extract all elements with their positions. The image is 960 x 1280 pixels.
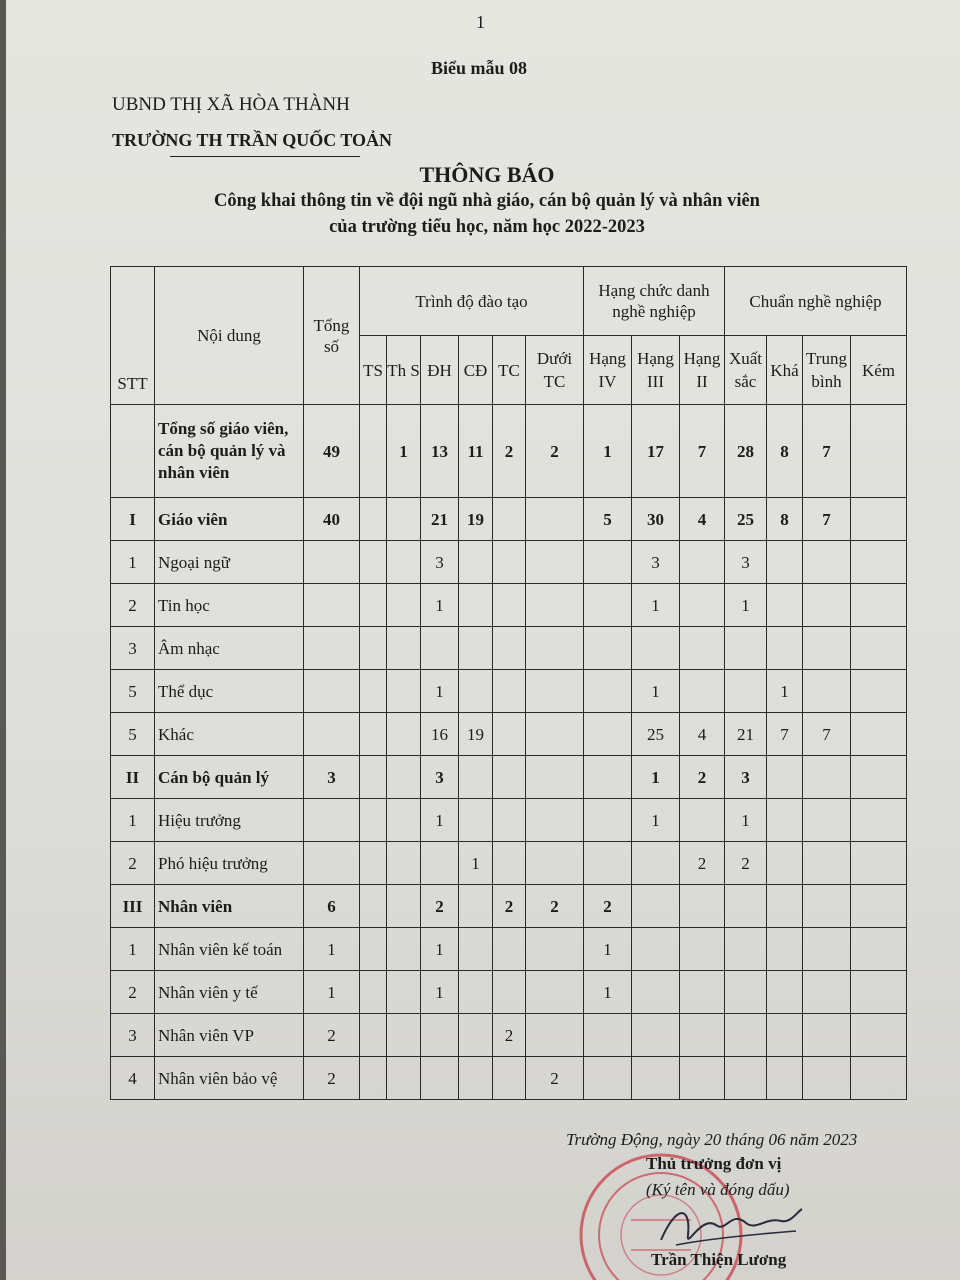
cell-ths (387, 627, 421, 670)
cell-kha (767, 1014, 803, 1057)
cell-hang-iii: 17 (632, 405, 680, 498)
cell-xuat-sac: 28 (725, 405, 767, 498)
cell-kha (767, 928, 803, 971)
cell-tc: 2 (493, 1014, 526, 1057)
cell-trung-binh (803, 584, 851, 627)
cell-tc (493, 498, 526, 541)
cell-cd (459, 1057, 493, 1100)
cell-tc (493, 756, 526, 799)
signer-note: (Ký tên và đóng dấu) (646, 1180, 790, 1199)
cell-ths (387, 756, 421, 799)
cell-kha (767, 885, 803, 928)
cell-hang-ii (680, 584, 725, 627)
cell-total (304, 842, 360, 885)
cell-content: Ngoại ngữ (155, 541, 304, 584)
cell-hang-ii (680, 971, 725, 1014)
document-subtitle-line1: Công khai thông tin về đội ngũ nhà giáo, cán bộ quản lý và nhân viên (214, 191, 760, 211)
cell-hang-ii (680, 1057, 725, 1100)
cell-ths (387, 584, 421, 627)
cell-hang-ii (680, 670, 725, 713)
cell-hang-iii: 30 (632, 498, 680, 541)
cell-total (304, 670, 360, 713)
cell-xuat-sac (725, 1014, 767, 1057)
cell-hang-iv (584, 1014, 632, 1057)
cell-cd (459, 756, 493, 799)
subheader-ts: TS (360, 336, 387, 405)
cell-hang-iv (584, 756, 632, 799)
cell-xuat-sac (725, 971, 767, 1014)
cell-trung-binh (803, 670, 851, 713)
cell-xuat-sac: 1 (725, 584, 767, 627)
cell-trung-binh (803, 1014, 851, 1057)
cell-kha (767, 1057, 803, 1100)
document-sheet (6, 0, 960, 1280)
cell-content: Phó hiệu trưởng (155, 842, 304, 885)
signer-title: Thủ trưởng đơn vị (646, 1154, 782, 1173)
subheader-kha: Khá (767, 336, 803, 405)
cell-cd (459, 799, 493, 842)
cell-hang-iii (632, 842, 680, 885)
cell-ts (360, 541, 387, 584)
table-row (111, 1014, 907, 1057)
cell-kem (851, 928, 907, 971)
cell-dh: 21 (421, 498, 459, 541)
cell-content: Nhân viên kế toán (155, 928, 304, 971)
cell-xuat-sac: 1 (725, 799, 767, 842)
signature (656, 1195, 806, 1255)
table-row (111, 756, 907, 799)
cell-kha (767, 842, 803, 885)
cell-dh (421, 1014, 459, 1057)
cell-hang-ii (680, 885, 725, 928)
cell-kem (851, 627, 907, 670)
cell-hang-iv: 2 (584, 885, 632, 928)
cell-ts (360, 799, 387, 842)
subheader-xuat-sac: Xuất sắc (725, 336, 767, 405)
cell-ths (387, 1057, 421, 1100)
cell-kem (851, 756, 907, 799)
cell-trung-binh (803, 1057, 851, 1100)
cell-cd (459, 584, 493, 627)
cell-hang-iv (584, 713, 632, 756)
cell-duoi-tc (526, 627, 584, 670)
cell-ts (360, 713, 387, 756)
cell-kha: 1 (767, 670, 803, 713)
cell-hang-iii: 1 (632, 756, 680, 799)
cell-duoi-tc: 2 (526, 405, 584, 498)
cell-dh: 3 (421, 756, 459, 799)
cell-hang-iii (632, 971, 680, 1014)
cell-ts (360, 971, 387, 1014)
cell-dh: 1 (421, 971, 459, 1014)
cell-duoi-tc (526, 928, 584, 971)
cell-tc (493, 541, 526, 584)
cell-kem (851, 799, 907, 842)
cell-ts (360, 842, 387, 885)
cell-trung-binh: 7 (803, 713, 851, 756)
cell-kha (767, 627, 803, 670)
table-row (111, 713, 907, 756)
cell-total: 6 (304, 885, 360, 928)
cell-content: Thể dục (155, 670, 304, 713)
cell-duoi-tc (526, 1014, 584, 1057)
subheader-trung-binh: Trung bình (803, 336, 851, 405)
cell-total (304, 799, 360, 842)
cell-xuat-sac: 21 (725, 713, 767, 756)
cell-tc (493, 1057, 526, 1100)
cell-kem (851, 405, 907, 498)
cell-stt: 1 (111, 799, 155, 842)
cell-kha (767, 756, 803, 799)
table-row (111, 584, 907, 627)
table-row (111, 627, 907, 670)
cell-hang-iv: 1 (584, 971, 632, 1014)
cell-content: Cán bộ quản lý (155, 756, 304, 799)
cell-hang-ii: 4 (680, 713, 725, 756)
subheader-dh: ĐH (421, 336, 459, 405)
cell-ths (387, 670, 421, 713)
cell-kem (851, 584, 907, 627)
cell-ts (360, 885, 387, 928)
cell-stt: III (111, 885, 155, 928)
cell-duoi-tc (526, 971, 584, 1014)
cell-xuat-sac (725, 885, 767, 928)
cell-total: 1 (304, 928, 360, 971)
cell-xuat-sac (725, 928, 767, 971)
cell-ts (360, 405, 387, 498)
header-content: Nội dung (155, 267, 304, 405)
cell-cd (459, 885, 493, 928)
cell-hang-iii: 25 (632, 713, 680, 756)
place-date: Trường Động, ngày 20 tháng 06 năm 2023 (566, 1130, 858, 1149)
cell-content: Nhân viên VP (155, 1014, 304, 1057)
cell-stt: 2 (111, 842, 155, 885)
cell-hang-ii (680, 799, 725, 842)
cell-cd: 1 (459, 842, 493, 885)
staff-table-body (111, 405, 907, 1100)
cell-ts (360, 1057, 387, 1100)
cell-ths (387, 1014, 421, 1057)
cell-ts (360, 498, 387, 541)
cell-kha (767, 971, 803, 1014)
cell-tc (493, 584, 526, 627)
cell-total: 1 (304, 971, 360, 1014)
cell-hang-ii: 2 (680, 756, 725, 799)
cell-xuat-sac (725, 670, 767, 713)
cell-dh: 1 (421, 928, 459, 971)
cell-kha (767, 541, 803, 584)
cell-hang-ii: 7 (680, 405, 725, 498)
cell-kem (851, 971, 907, 1014)
cell-tc (493, 799, 526, 842)
cell-hang-iv: 1 (584, 928, 632, 971)
title-block (112, 162, 862, 240)
cell-stt: II (111, 756, 155, 799)
cell-trung-binh: 7 (803, 405, 851, 498)
cell-cd (459, 541, 493, 584)
table-row (111, 670, 907, 713)
header-stt: STT (111, 267, 155, 405)
cell-tc (493, 627, 526, 670)
table-row (111, 1057, 907, 1100)
cell-total: 3 (304, 756, 360, 799)
page-number: 1 (476, 12, 485, 32)
cell-content: Khác (155, 713, 304, 756)
cell-ths (387, 498, 421, 541)
cell-trung-binh (803, 756, 851, 799)
cell-trung-binh (803, 971, 851, 1014)
cell-kha: 8 (767, 405, 803, 498)
cell-hang-ii: 2 (680, 842, 725, 885)
cell-cd: 11 (459, 405, 493, 498)
staff-table (110, 266, 907, 1100)
cell-duoi-tc (526, 541, 584, 584)
cell-total (304, 541, 360, 584)
cell-dh (421, 1057, 459, 1100)
cell-kha: 7 (767, 713, 803, 756)
cell-tc (493, 713, 526, 756)
cell-kem (851, 842, 907, 885)
cell-hang-ii (680, 1014, 725, 1057)
cell-hang-iii (632, 1057, 680, 1100)
cell-stt: 4 (111, 1057, 155, 1100)
cell-stt: 5 (111, 670, 155, 713)
subheader-ths: Th S (387, 336, 421, 405)
cell-trung-binh (803, 799, 851, 842)
cell-ths: 1 (387, 405, 421, 498)
cell-tc (493, 670, 526, 713)
cell-duoi-tc (526, 842, 584, 885)
cell-stt: 1 (111, 928, 155, 971)
table-row (111, 842, 907, 885)
cell-kem (851, 541, 907, 584)
cell-dh: 1 (421, 799, 459, 842)
subheader-hang-ii: Hạng II (680, 336, 725, 405)
document-subtitle-line2: của trường tiểu học, năm học 2022-2023 (329, 217, 645, 237)
cell-ths (387, 842, 421, 885)
cell-dh: 1 (421, 584, 459, 627)
cell-stt: 3 (111, 627, 155, 670)
cell-tc (493, 928, 526, 971)
table-row (111, 928, 907, 971)
cell-content: Hiệu trưởng (155, 799, 304, 842)
cell-hang-iii (632, 928, 680, 971)
cell-cd (459, 627, 493, 670)
cell-xuat-sac: 2 (725, 842, 767, 885)
cell-hang-iv (584, 1057, 632, 1100)
cell-hang-iii: 3 (632, 541, 680, 584)
cell-duoi-tc: 2 (526, 1057, 584, 1100)
cell-ths (387, 799, 421, 842)
subheader-hang-iv: Hạng IV (584, 336, 632, 405)
cell-hang-iv (584, 627, 632, 670)
cell-trung-binh (803, 541, 851, 584)
cell-content: Nhân viên y tế (155, 971, 304, 1014)
cell-content: Tin học (155, 584, 304, 627)
cell-ts (360, 1014, 387, 1057)
cell-total: 40 (304, 498, 360, 541)
cell-ts (360, 928, 387, 971)
cell-kem (851, 1014, 907, 1057)
cell-ths (387, 713, 421, 756)
header-standard: Chuẩn nghề nghiệp (725, 267, 907, 336)
cell-dh (421, 627, 459, 670)
cell-cd (459, 1014, 493, 1057)
signer-name: Trần Thiện Lương (651, 1250, 787, 1269)
cell-hang-iv: 5 (584, 498, 632, 541)
school-name: TRƯỜNG TH TRẦN QUỐC TOẢN (112, 130, 393, 150)
cell-xuat-sac: 25 (725, 498, 767, 541)
subheader-cd: CĐ (459, 336, 493, 405)
cell-trung-binh: 7 (803, 498, 851, 541)
table-row-grand-total (111, 405, 907, 498)
cell-stt: 3 (111, 1014, 155, 1057)
cell-hang-iii: 1 (632, 670, 680, 713)
header-rank: Hạng chức danh nghề nghiệp (584, 267, 725, 336)
cell-kem (851, 885, 907, 928)
cell-xuat-sac (725, 627, 767, 670)
cell-stt: 5 (111, 713, 155, 756)
cell-hang-iii (632, 627, 680, 670)
cell-total (304, 584, 360, 627)
cell-xuat-sac: 3 (725, 541, 767, 584)
cell-tc: 2 (493, 405, 526, 498)
subheader-hang-iii: Hạng III (632, 336, 680, 405)
cell-cd (459, 971, 493, 1014)
cell-trung-binh (803, 885, 851, 928)
document-title: THÔNG BÁO (419, 162, 555, 187)
cell-stt (111, 405, 155, 498)
cell-hang-iv (584, 842, 632, 885)
cell-trung-binh (803, 928, 851, 971)
cell-content: Giáo viên (155, 498, 304, 541)
form-id: Biểu mẫu 08 (431, 58, 528, 78)
cell-content: Nhân viên bảo vệ (155, 1057, 304, 1100)
cell-hang-ii: 4 (680, 498, 725, 541)
cell-hang-iii: 1 (632, 799, 680, 842)
cell-hang-iv (584, 541, 632, 584)
cell-cd (459, 670, 493, 713)
cell-kem (851, 1057, 907, 1100)
cell-hang-iii: 1 (632, 584, 680, 627)
header-total: Tổng số (304, 267, 360, 405)
cell-kem (851, 498, 907, 541)
cell-xuat-sac (725, 1057, 767, 1100)
cell-ts (360, 670, 387, 713)
cell-tc (493, 842, 526, 885)
cell-total: 2 (304, 1014, 360, 1057)
subheader-tc: TC (493, 336, 526, 405)
cell-hang-iii (632, 1014, 680, 1057)
cell-dh: 16 (421, 713, 459, 756)
cell-total (304, 713, 360, 756)
cell-total: 2 (304, 1057, 360, 1100)
cell-kem (851, 713, 907, 756)
subheader-duoi-tc: Dưới TC (526, 336, 584, 405)
cell-hang-ii (680, 541, 725, 584)
cell-total (304, 627, 360, 670)
cell-hang-iv (584, 670, 632, 713)
cell-content: Âm nhạc (155, 627, 304, 670)
cell-stt: 2 (111, 971, 155, 1014)
table-row (111, 971, 907, 1014)
cell-ths (387, 971, 421, 1014)
cell-dh: 1 (421, 670, 459, 713)
cell-duoi-tc (526, 756, 584, 799)
authority-name: UBND THỊ XÃ HÒA THÀNH (112, 94, 350, 115)
header-training: Trình độ đào tạo (360, 267, 584, 336)
cell-ths (387, 541, 421, 584)
cell-duoi-tc (526, 799, 584, 842)
cell-hang-iv: 1 (584, 405, 632, 498)
cell-tc: 2 (493, 885, 526, 928)
cell-trung-binh (803, 627, 851, 670)
cell-ths (387, 928, 421, 971)
cell-ts (360, 584, 387, 627)
cell-hang-iii (632, 885, 680, 928)
cell-dh: 3 (421, 541, 459, 584)
cell-kem (851, 670, 907, 713)
cell-xuat-sac: 3 (725, 756, 767, 799)
cell-dh: 2 (421, 885, 459, 928)
cell-content: Nhân viên (155, 885, 304, 928)
cell-stt: 2 (111, 584, 155, 627)
subheader-kem: Kém (851, 336, 907, 405)
cell-hang-ii (680, 928, 725, 971)
cell-duoi-tc (526, 713, 584, 756)
cell-ts (360, 627, 387, 670)
cell-kha: 8 (767, 498, 803, 541)
cell-content: Tổng số giáo viên, cán bộ quản lý và nhân viên (155, 405, 304, 498)
cell-stt: I (111, 498, 155, 541)
cell-total: 49 (304, 405, 360, 498)
table-row (111, 885, 907, 928)
cell-ts (360, 756, 387, 799)
cell-stt: 1 (111, 541, 155, 584)
cell-duoi-tc (526, 498, 584, 541)
cell-kha (767, 799, 803, 842)
cell-cd (459, 928, 493, 971)
cell-duoi-tc (526, 584, 584, 627)
cell-hang-ii (680, 627, 725, 670)
cell-ths (387, 885, 421, 928)
cell-dh: 13 (421, 405, 459, 498)
cell-duoi-tc (526, 670, 584, 713)
table-row (111, 541, 907, 584)
cell-duoi-tc: 2 (526, 885, 584, 928)
cell-tc (493, 971, 526, 1014)
table-row (111, 498, 907, 541)
cell-dh (421, 842, 459, 885)
school-underline (170, 156, 360, 157)
cell-kha (767, 584, 803, 627)
cell-hang-iv (584, 799, 632, 842)
cell-hang-iv (584, 584, 632, 627)
cell-cd: 19 (459, 498, 493, 541)
cell-trung-binh (803, 842, 851, 885)
table-row (111, 799, 907, 842)
cell-cd: 19 (459, 713, 493, 756)
